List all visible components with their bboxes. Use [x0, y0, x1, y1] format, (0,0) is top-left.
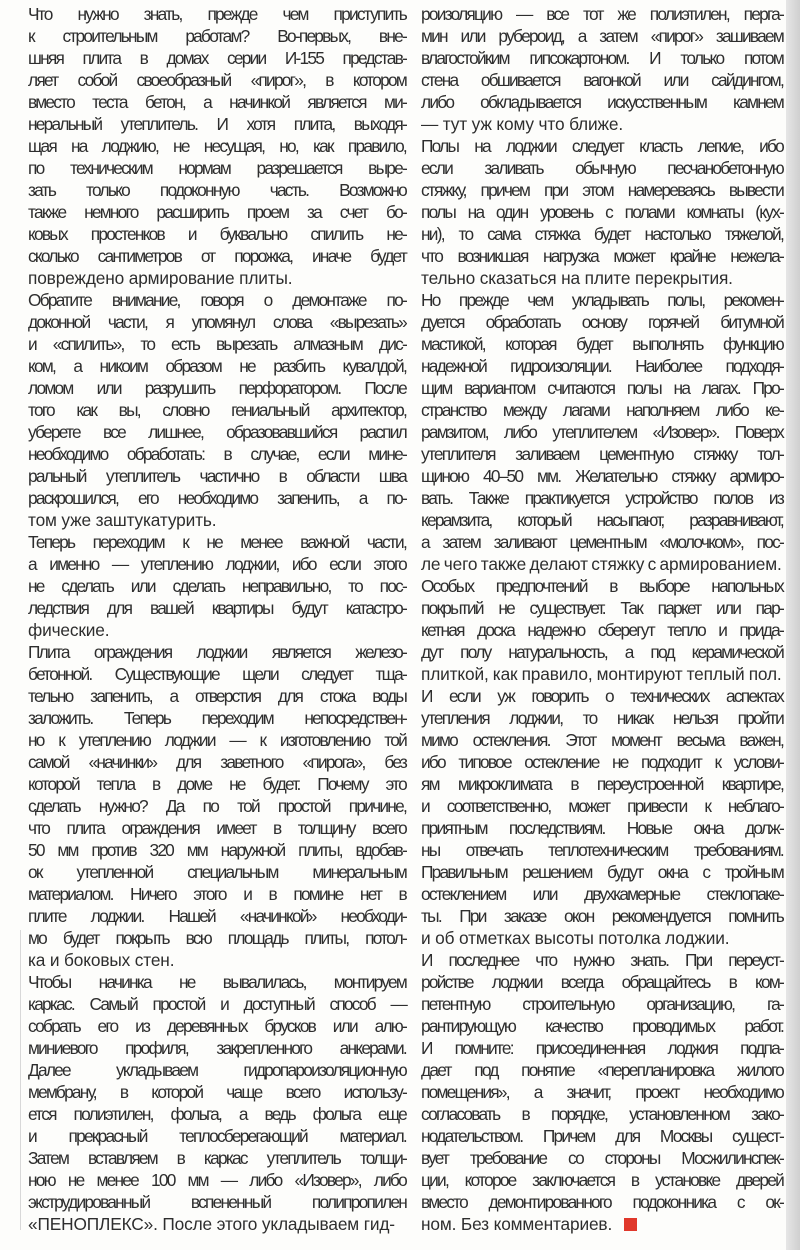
text-line — [28, 91, 406, 113]
text-line-content: сколько сантиметров от порожка, иначе будет — [28, 246, 406, 266]
text-line — [421, 905, 783, 927]
text-line-content: нодательством. Причем для Москвы сущест- — [421, 1126, 783, 1146]
text-line — [28, 1213, 406, 1235]
text-line — [421, 487, 783, 509]
text-line — [421, 333, 783, 355]
text-line — [421, 663, 783, 685]
text-line-content: ледствия для вашей квартиры будут катастро- — [28, 598, 406, 618]
text-line — [421, 25, 783, 47]
text-line — [421, 1081, 783, 1103]
text-line — [421, 619, 783, 641]
text-line — [28, 289, 406, 311]
text-line-content: а затем заливают цементным «молочком», пос- — [421, 532, 783, 552]
text-line — [28, 47, 406, 69]
text-line-content: ломом или разрушить перфоратором. После — [28, 378, 406, 398]
text-line-content: не сделать или сделать неправильно, то пос- — [28, 576, 406, 596]
text-line-content: зать только подоконную часть. Возможно — [28, 180, 406, 200]
text-line — [28, 223, 406, 245]
text-line-content: тельно сказаться на плите перекрытия. — [421, 268, 733, 288]
text-line-content: приятным последствиям. Новые окна долж- — [421, 818, 783, 838]
text-line-content: по техническим нормам разрешается выре- — [28, 158, 406, 178]
text-line-content: ям микроклимата в переустроенной квартире, — [421, 774, 783, 794]
text-line — [28, 883, 406, 905]
text-line — [28, 1059, 406, 1081]
text-line-content: самой «начинки» для заветного «пирога», без — [28, 752, 406, 772]
text-line-content: плиткой, как правило, монтируют теплый пол. — [421, 664, 782, 684]
text-line-content: Что нужно знать, прежде чем приступить — [28, 4, 406, 24]
text-line — [28, 157, 406, 179]
text-line — [421, 1191, 783, 1213]
text-line-content: мастикой, которая будет выполнять функцию — [421, 334, 783, 354]
text-line — [421, 927, 783, 949]
text-line — [28, 641, 406, 663]
text-line-content: к строительным работам? Во-первых, вне- — [28, 26, 406, 46]
text-line-content: неральный утеплитель. И хотя плита, выходя- — [28, 114, 406, 134]
text-line — [421, 355, 783, 377]
text-line-content: помещения», а значит, проект необходимо — [421, 1082, 783, 1102]
text-line-content: И последнее что нужно знать. При переуст- — [421, 950, 783, 970]
text-line-content: заложить. Теперь переходим непосредствен- — [28, 708, 406, 728]
text-line — [421, 1059, 783, 1081]
text-line — [28, 1081, 406, 1103]
text-line — [28, 597, 406, 619]
text-line — [421, 421, 783, 443]
text-line-content: ральный утеплитель частично в области шва — [28, 466, 406, 486]
text-line — [421, 3, 783, 25]
text-line-content: вать. Также практикуется устройство полов из — [421, 488, 783, 508]
text-line-content: которой тепла в доме не будет. Почему это — [28, 774, 406, 794]
text-line — [421, 245, 783, 267]
text-line-content: повреждено армирование плиты. — [28, 268, 293, 288]
paragraph — [421, 685, 783, 949]
text-line-content: уберете все лишнее, образовавшийся распил — [28, 422, 406, 442]
text-line — [28, 949, 406, 971]
text-line-content: ком, а никоим образом не разбить кувалдой, — [28, 356, 406, 376]
paragraph — [28, 531, 406, 641]
text-line — [28, 1103, 406, 1125]
text-line — [28, 69, 406, 91]
text-line-content: надежной гидроизоляции. Наиболее подходя- — [421, 356, 783, 376]
text-line — [28, 531, 406, 553]
text-line — [28, 399, 406, 421]
text-line-content: ною не менее 100 мм — либо «Изовер», либо — [28, 1170, 406, 1190]
text-line — [421, 839, 783, 861]
text-line-content: Теперь переходим к не менее важной части, — [28, 532, 406, 552]
text-line-content: 50 мм против 320 мм наружной плиты, вдобав- — [28, 840, 406, 860]
text-line — [421, 311, 783, 333]
text-line — [421, 1037, 783, 1059]
text-line — [421, 377, 783, 399]
paragraph — [28, 641, 406, 971]
text-line-content: ройстве лоджии всегда обращайтесь в ком- — [421, 972, 783, 992]
text-line — [421, 729, 783, 751]
text-line-content: И если уж говорить о технических аспектах — [421, 686, 783, 706]
text-line — [421, 531, 783, 553]
text-line — [28, 1191, 406, 1213]
text-line-content: ле чего также делают стяжку с армированием. — [421, 554, 782, 574]
text-line-content: согласовать в порядке, установленном зако- — [421, 1104, 783, 1124]
text-line-content: того как вы, словно гениальный архитектор, — [28, 400, 406, 420]
text-line-content: ном. Без комментариев. — [421, 1214, 613, 1234]
text-line-content: шняя плита в домах серии И-155 представ- — [28, 48, 406, 68]
text-line — [421, 69, 783, 91]
text-line-content: керамзита, который насыпают, разравнивают, — [421, 510, 783, 530]
text-line — [28, 135, 406, 157]
text-line — [28, 795, 406, 817]
text-line-content: стена обшивается вагонкой или сайдингом, — [421, 70, 783, 90]
text-line — [421, 685, 783, 707]
text-line-content: мимо остекления. Этот момент весьма важен, — [421, 730, 783, 750]
text-line-content: ции, которое заключается в установке дверей — [421, 1170, 783, 1190]
text-line — [421, 113, 783, 135]
text-line — [421, 47, 783, 69]
text-line-content: Особых предпочтений в выборе напольных — [421, 576, 783, 596]
text-line-content: странство между лагами наполняем либо ке- — [421, 400, 783, 420]
text-line — [28, 553, 406, 575]
text-line — [421, 465, 783, 487]
text-line — [421, 201, 783, 223]
margin-rule — [20, 930, 21, 1230]
text-line-content: ется полиэтилен, фольга, а ведь фольга еще — [28, 1104, 406, 1124]
text-line-content: полы на один уровень с полами комнаты (кух- — [421, 202, 783, 222]
text-line — [421, 1103, 783, 1125]
text-line-content: и «спилить», то есть вырезать алмазным дис- — [28, 334, 406, 354]
text-line — [28, 113, 406, 135]
text-line — [421, 91, 783, 113]
text-line — [421, 861, 783, 883]
text-line-content: вместо теста бетон, а начинкой является ми- — [28, 92, 406, 112]
text-line-content: также немного расширить проем за счет бо- — [28, 202, 406, 222]
text-line — [28, 685, 406, 707]
text-line — [421, 1015, 783, 1037]
paragraph — [421, 3, 783, 135]
text-line — [28, 927, 406, 949]
text-line-content: ни), то сама стяжка будет настолько тяжелой, — [421, 224, 783, 244]
text-line-content: необходимо обработать: в случае, если мине- — [28, 444, 406, 464]
text-line-content: что плита ограждения имеет в толщину всего — [28, 818, 406, 838]
text-line — [421, 949, 783, 971]
text-line-content: доконной части, я упомянул слова «вырезать» — [28, 312, 406, 332]
text-line — [421, 1125, 783, 1147]
text-line-content: том уже заштукатурить. — [28, 510, 217, 530]
text-line-content: ковых простенков и буквально спилить не- — [28, 224, 406, 244]
text-line-content: Правильным решением будут окна с тройным — [421, 862, 783, 882]
text-line — [28, 311, 406, 333]
text-line-content: щиною 40–50 мм. Желательно стяжку армиро- — [421, 466, 783, 486]
text-line-content: — тут уж кому что ближе. — [421, 114, 623, 134]
text-line-content: ибо типовое остекление не подходит к услови- — [421, 752, 783, 772]
text-line — [421, 817, 783, 839]
text-line — [421, 399, 783, 421]
text-line-content: и об отметках высоты потолка лоджии. — [421, 928, 730, 948]
text-line — [421, 553, 783, 575]
text-line — [28, 465, 406, 487]
text-line-content: ны отвечать теплотехническим требованиям. — [421, 840, 783, 860]
text-line-content: тельно запенить, а отверстия для стока воды — [28, 686, 406, 706]
paragraph — [421, 949, 783, 1235]
text-line-content: рантирующую качество проводимых работ. — [421, 1016, 783, 1036]
paragraph — [421, 575, 783, 685]
text-line-content: Чтобы начинка не вывалилась, монтируем — [28, 972, 406, 992]
text-line — [28, 905, 406, 927]
text-line-content: петентную строительную организацию, га- — [421, 994, 783, 1014]
text-line — [28, 839, 406, 861]
text-line — [28, 575, 406, 597]
text-line — [28, 1147, 406, 1169]
text-line — [28, 201, 406, 223]
text-line-content: вует требование со стороны Мосжилинспек- — [421, 1148, 783, 1168]
text-line — [28, 1037, 406, 1059]
text-line-content: раскрошился, его необходимо запенить, а по- — [28, 488, 406, 508]
text-line-content: «ПЕНОПЛЕКС». После этого укладываем гид- — [28, 1214, 395, 1234]
text-line — [28, 1125, 406, 1147]
text-line-content: утеплителя заливаем цементную стяжку тол- — [421, 444, 783, 464]
text-line-content: вместо демонтированного подоконника с ок- — [421, 1192, 783, 1212]
text-line — [28, 707, 406, 729]
text-line-content: сделать нужно? Да по той простой причине, — [28, 796, 406, 816]
text-line-content: дает под понятие «перепланировка жилого — [421, 1060, 783, 1080]
text-line-content: Затем вставляем в каркас утеплитель толщи- — [28, 1148, 406, 1168]
text-line-content: Полы на лоджии следует класть легкие, ибо — [421, 136, 783, 156]
text-line — [421, 1147, 783, 1169]
text-line — [28, 267, 406, 289]
text-line-content: ка и боковых стен. — [28, 950, 175, 970]
text-line-content: и соответственно, может привести к неблаго- — [421, 796, 783, 816]
text-line-content: влагостойким гипсокартоном. И только потом — [421, 48, 783, 68]
text-line — [28, 443, 406, 465]
text-line — [421, 443, 783, 465]
text-line — [421, 267, 783, 289]
text-line-content: материалом. Ничего этого и в помине нет в — [28, 884, 406, 904]
text-line-content: либо обкладывается искусственным камнем — [421, 92, 783, 112]
text-line-content: роизоляцию — все тот же полиэтилен, перга- — [421, 4, 783, 24]
text-line — [421, 641, 783, 663]
text-line-content: экструдированный вспененный полипропилен — [28, 1192, 406, 1212]
text-line-content: ты. При заказе окон рекомендуется помнить — [421, 906, 783, 926]
text-line-content: бетонной. Существующие щели следует тща- — [28, 664, 406, 684]
paragraph — [421, 289, 783, 575]
paragraph — [421, 135, 783, 289]
text-line-content: дут полу натуральность, а под керамической — [421, 642, 783, 662]
text-line-content: щим вариантом считаются полы на лагах. Про- — [421, 378, 783, 398]
text-line-content: мембрану, в которой чаще всего использу- — [28, 1082, 406, 1102]
text-line — [28, 817, 406, 839]
text-line-content: И помните: присоединенная лоджия подпа- — [421, 1038, 783, 1058]
text-line-content: кетная доска надежно сберегут тепло и прида- — [421, 620, 783, 640]
text-line-content: покрытий не существует. Так паркет или пар- — [421, 598, 783, 618]
text-line — [421, 135, 783, 157]
text-line — [421, 179, 783, 201]
text-line-content: и прекрасный теплосберегающий материал. — [28, 1126, 406, 1146]
text-line — [28, 25, 406, 47]
text-line — [28, 355, 406, 377]
text-line — [421, 597, 783, 619]
text-line — [421, 751, 783, 773]
text-line — [28, 861, 406, 883]
text-line-content: Обратите внимание, говоря о демонтаже по- — [28, 290, 406, 310]
paragraph — [28, 3, 406, 289]
text-line-content: мо будет покрыть всю площадь плиты, потол- — [28, 928, 406, 948]
text-line-content: утепления лоджии, то никак нельзя пройти — [421, 708, 783, 728]
text-line-content: Плита ограждения лоджии является железо- — [28, 642, 406, 662]
text-line-content: остеклением или двухкамерные стеклопаке- — [421, 884, 783, 904]
text-line — [28, 3, 406, 25]
text-line — [28, 333, 406, 355]
text-line-content: но к утеплению лоджии — к изготовлению той — [28, 730, 406, 750]
text-line — [421, 883, 783, 905]
text-line — [421, 795, 783, 817]
text-line-content: фические. — [28, 620, 110, 640]
text-line — [28, 971, 406, 993]
text-line-content: каркас. Самый простой и доступный способ — — [28, 994, 406, 1014]
text-line — [28, 245, 406, 267]
text-line — [28, 751, 406, 773]
text-line-content: Далее укладываем гидропароизоляционную — [28, 1060, 406, 1080]
text-line-content: мин или рубероид, а затем «пирог» зашиваем — [421, 26, 783, 46]
text-line-content: рамзитом, либо утеплителем «Изовер». Поверх — [421, 422, 783, 442]
paragraph — [28, 289, 406, 531]
text-line-content: миниевого профиля, закрепленного анкерами. — [28, 1038, 406, 1058]
text-line — [28, 421, 406, 443]
text-line — [28, 1015, 406, 1037]
text-line — [421, 971, 783, 993]
text-line-content: плите лоджии. Нашей «начинкой» необходи- — [28, 906, 406, 926]
text-line-content: ляет собой своеобразный «пирог», в котором — [28, 70, 406, 90]
text-line — [421, 157, 783, 179]
text-line — [28, 377, 406, 399]
paragraph — [28, 971, 406, 1235]
text-line — [421, 289, 783, 311]
text-line-content: стяжку, причем при этом намереваясь вывести — [421, 180, 783, 200]
text-line-content: ок утепленной специальным минеральным — [28, 862, 406, 882]
text-line — [421, 223, 783, 245]
text-line — [421, 509, 783, 531]
text-line — [28, 1169, 406, 1191]
text-line — [421, 707, 783, 729]
text-line — [28, 729, 406, 751]
text-line-content: дуется обработать основу горячей битумной — [421, 312, 783, 332]
page-gutter-shadow — [786, 0, 800, 1250]
text-line — [28, 993, 406, 1015]
text-line — [421, 773, 783, 795]
text-line — [28, 619, 406, 641]
text-line — [28, 663, 406, 685]
article-column-right — [421, 3, 783, 1235]
text-line — [421, 993, 783, 1015]
text-line-content: собрать его из деревянных брусков или алю- — [28, 1016, 406, 1036]
text-line-content: щая на лоджию, не несущая, но, как правило, — [28, 136, 406, 156]
text-line — [28, 509, 406, 531]
text-line-content: Но прежде чем укладывать полы, рекомен- — [421, 290, 783, 310]
red-square-end-mark-icon — [624, 1218, 637, 1231]
article-column-left — [28, 3, 406, 1235]
text-line-content: если заливать обычную песчанобетонную — [421, 158, 783, 178]
text-line — [28, 487, 406, 509]
text-line-content: что возникшая нагрузка может крайне нежела- — [421, 246, 783, 266]
text-line — [421, 1169, 783, 1191]
text-line — [28, 179, 406, 201]
text-line — [421, 1213, 783, 1235]
text-line — [28, 773, 406, 795]
text-line — [421, 575, 783, 597]
text-line-content: а именно — утеплению лоджии, ибо если этого — [28, 554, 406, 574]
